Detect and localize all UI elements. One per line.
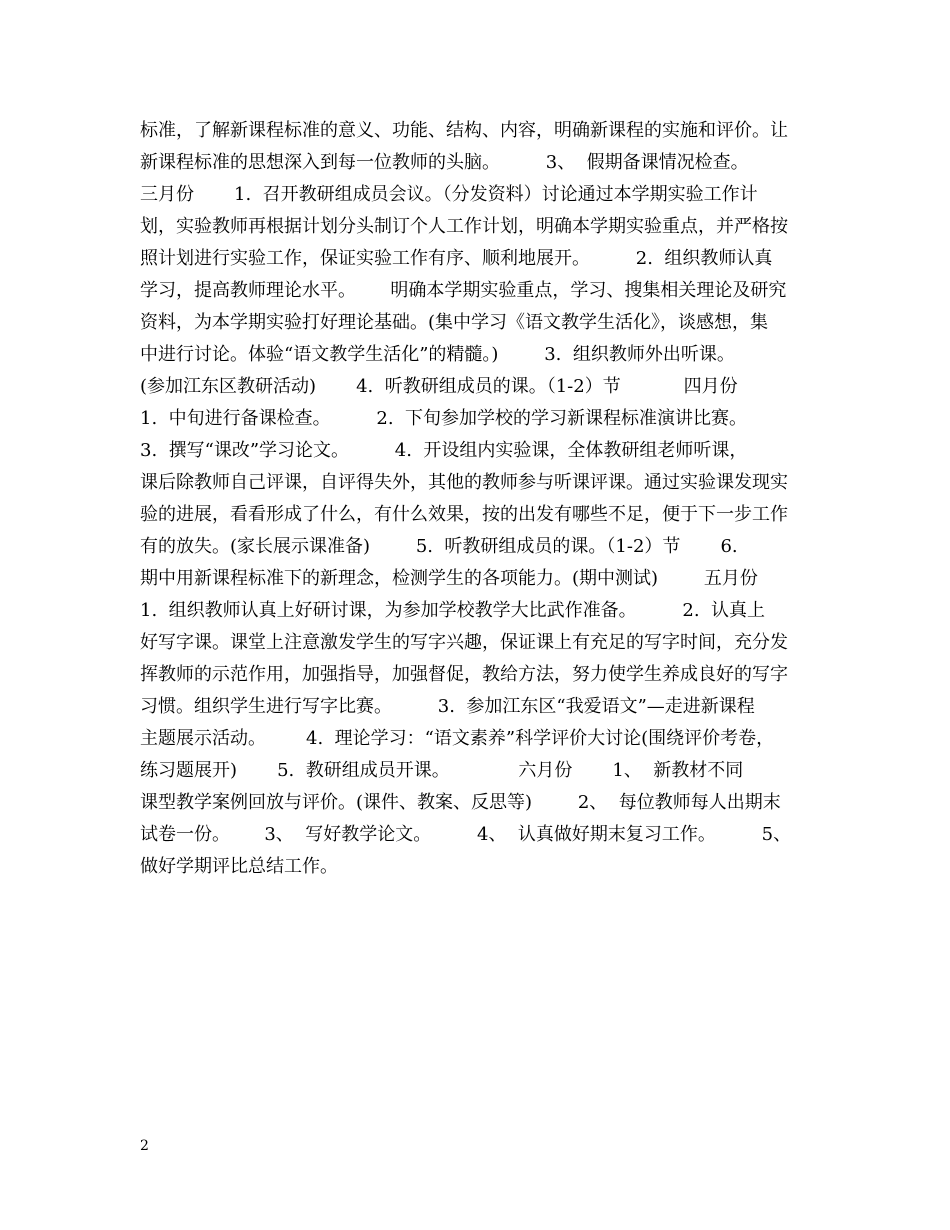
text-line: 期中用新课程标准下的新理念，检测学生的各项能力。(期中测试) 五月份 [140, 568, 758, 589]
text-line: 3. 撰写“课改”学习论文。 4. 开设组内实验课，全体教研组老师听课， [140, 440, 748, 461]
text-line: 习惯。组织学生进行写字比赛。 3. 参加江东区“我爱语文”—走进新课程 [140, 696, 755, 717]
page-number: 2 [140, 1138, 149, 1154]
text-line: (参加江东区教研活动) 4. 听教研组成员的课。（1-2）节 四月份 [140, 376, 738, 397]
text-line: 练习题展开) 5. 教研组成员开课。 六月份 1、 新教材不同 [140, 760, 744, 781]
text-line: 验的进展，看看形成了什么，有什么效果，按的出发有哪些不足，便于下一步工作 [140, 504, 788, 525]
text-line: 有的放失。(家长展示课准备) 5. 听教研组成员的课。（1-2）节 6. [140, 536, 738, 557]
text-line: 试卷一份。 3、 写好教学论文。 4、 认真做好期末复习工作。 5、 [140, 824, 792, 845]
text-line: 照计划进行实验工作，保证实验工作有序、顺利地展开。 2. 组织教师认真 [140, 248, 773, 269]
text-line: 做好学期评比总结工作。 [140, 856, 338, 877]
text-line: 学习，提高教师理论水平。 明确本学期实验重点，学习、搜集相关理论及研究 [140, 280, 787, 301]
text-line: 中进行讨论。体验“语文教学生活化”的精髓。) 3. 组织教师外出听课。 [140, 344, 735, 365]
text-line: 三月份 1. 召开教研组成员会议。（分发资料）讨论通过本学期实验工作计 [140, 184, 758, 205]
text-line: 划，实验教师再根据计划分头制订个人工作计划，明确本学期实验重点，并严格按 [140, 216, 788, 237]
text-line: 1. 中旬进行备课检查。 2. 下旬参加学校的学习新课程标准演讲比赛。 [140, 408, 748, 429]
text-line: 课后除教师自己评课，自评得失外，其他的教师参与听课评课。通过实验课发现实 [140, 472, 788, 493]
text-line: 资料，为本学期实验打好理论基础。(集中学习《语文教学生活化》，谈感想，集 [140, 312, 769, 333]
text-line: 挥教师的示范作用，加强指导，加强督促，教给方法，努力使学生养成良好的写字 [140, 664, 788, 685]
body-text [140, 115, 812, 883]
text-line: 标准，了解新课程标准的意义、功能、结构、内容，明确新课程的实施和评价。让 [140, 120, 788, 141]
text-line: 主题展示活动。 4. 理论学习：“语文素养”科学评价大讨论(围绕评价考卷， [140, 728, 775, 749]
text-line: 课型教学案例回放与评价。(课件、教案、反思等) 2、 每位教师每人出期末 [140, 792, 781, 813]
text-line: 新课程标准的思想深入到每一位教师的头脑。 3、 假期备课情况检查。 [140, 152, 749, 173]
text-line: 1. 组织教师认真上好研讨课，为参加学校教学大比武作准备。 2. 认真上 [140, 600, 766, 621]
text-line: 好写字课。课堂上注意激发学生的写字兴趣，保证课上有充足的写字时间，充分发 [140, 632, 788, 653]
